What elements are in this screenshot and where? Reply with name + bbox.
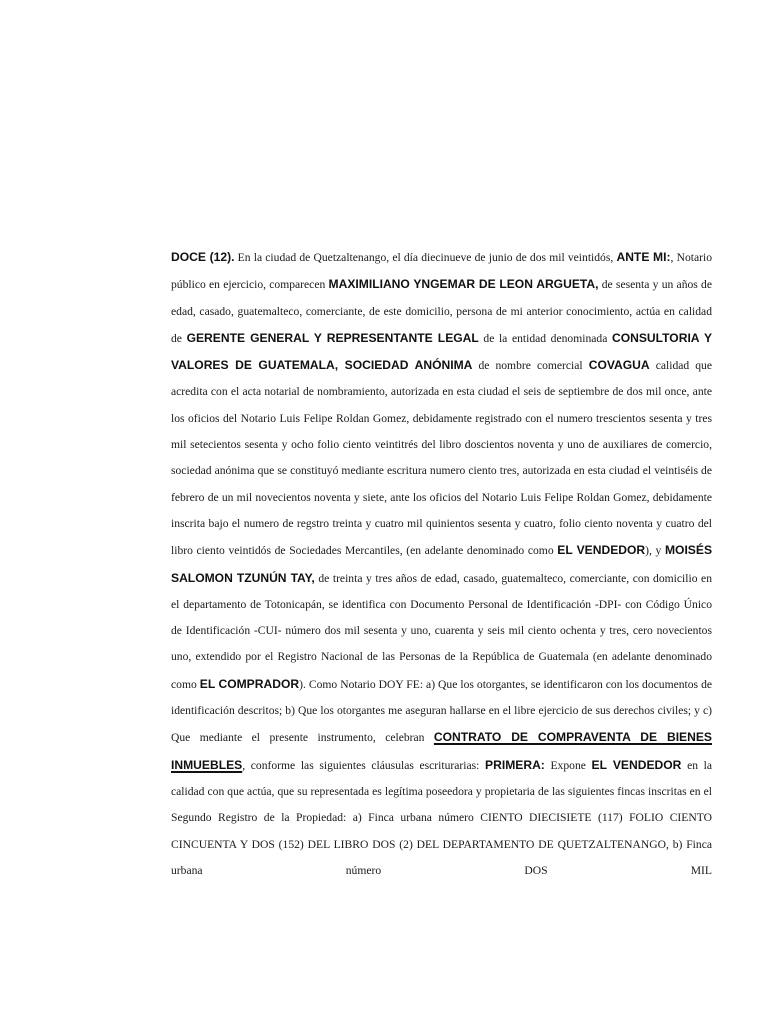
bold-term: COVAGUA bbox=[588, 358, 650, 373]
bold-term: MAXIMILIANO YNGEMAR DE LEON ARGUETA, bbox=[328, 277, 599, 292]
text-segment: en la calidad con que actúa, que su representada es legítima poseedora y propietaria de las siguientes fincas inscritas en el Segundo Registro de la Propiedad: a) Finca urbana número CIENTO DIECISIETE (117) FOLIO CIENTO CINCUENTA Y DOS (152) DEL LIBRO DOS (2) DEL DEPARTAMENTO DE QUETZALTENANGO, b) Finca urbana número DOS MIL bbox=[171, 758, 713, 877]
text-segment: de nombre comercial bbox=[472, 359, 589, 373]
bold-term: EL VENDEDOR bbox=[591, 757, 682, 772]
text-segment: de sesenta y un años de edad, casado, guatemalteco, comerciante, de este domicilio, persona de mi anterior conocimiento, actúa en calidad de bbox=[171, 278, 712, 345]
text-segment: , conforme las siguientes cláusulas escriturarias: bbox=[242, 758, 486, 772]
bold-term: MOISÉS SALOMON TZUNÚN TAY, bbox=[171, 543, 713, 585]
bold-term: GERENTE GENERAL Y REPRESENTANTE LEGAL bbox=[186, 330, 479, 345]
contract-title: CONTRATO DE COMPRAVENTA DE BIENES INMUEBLES bbox=[171, 730, 712, 772]
bold-term: ANTE MI: bbox=[616, 250, 671, 264]
text-segment: de treinta y tres años de edad, casado, guatemalteco, comerciante, con domicilio en el departamento de Totonicapán, se identifica con Documento Personal de Identificación -DPI- con Código Único de Identificación -CUI- número dos mil sesenta y uno, cuarenta y seis mil ciento ochenta y tres, cero novecientos uno, extendido por el Registro Nacional de las Personas de la República de Guatemala (en adelante denominado como bbox=[171, 571, 713, 691]
bold-term: CONSULTORIA Y VALORES DE GUATEMALA, SOCIEDAD ANÓNIMA bbox=[171, 330, 713, 373]
text-segment: ), y bbox=[645, 544, 665, 558]
text-segment: de la entidad denominada bbox=[478, 331, 612, 345]
bold-term: DOCE (12). bbox=[171, 250, 235, 264]
text-segment: , Notario público en ejercicio, comparecen bbox=[171, 251, 713, 292]
text-segment: calidad que acredita con el acta notarial de nombramiento, autorizada en esta ciudad el seis de septiembre de dos mil once, ante los oficios del Notario Luis Felipe Roldan Gomez, debidamente registrado con el numero trescientos sesenta y tres mil setecientos sesenta y ocho folio ciento veintitrés del libro doscientos noventa y uno de auxiliares de comercio, sociedad anónima que se constituyó mediante escritura numero ciento tres, autorizada en esta ciudad el veintiséis de febrero de un mil novecientos noventa y siete, ante los oficios del Notario Luis Felipe Roldan Gomez, debidamente inscrita bajo el numero de regstro treinta y cuatro mil quinientos sesenta y cuatro, folio ciento noventa y cuatro del libro ciento veintidós de Sociedades Mercantiles, (en adelante denominado como bbox=[171, 359, 712, 558]
deed-paragraph bbox=[171, 244, 712, 884]
bold-term: PRIMERA: bbox=[485, 757, 545, 772]
text-segment: Expone bbox=[544, 758, 592, 772]
text-segment: ). Como Notario DOY FE: a) Que los otorgantes, se identificaron con los documentos de identificación descritos; b) Que los otorgantes me aseguran hallarse en el libre ejercicio de sus derechos civiles; y c) Que mediante el presente instrumento, celebran bbox=[171, 677, 713, 745]
bold-term: EL COMPRADOR bbox=[199, 676, 300, 691]
text-segment: En la ciudad de Quetzaltenango, el día diecinueve de junio de dos mil veintidós, bbox=[234, 251, 617, 264]
bold-term: EL VENDEDOR bbox=[557, 543, 646, 558]
